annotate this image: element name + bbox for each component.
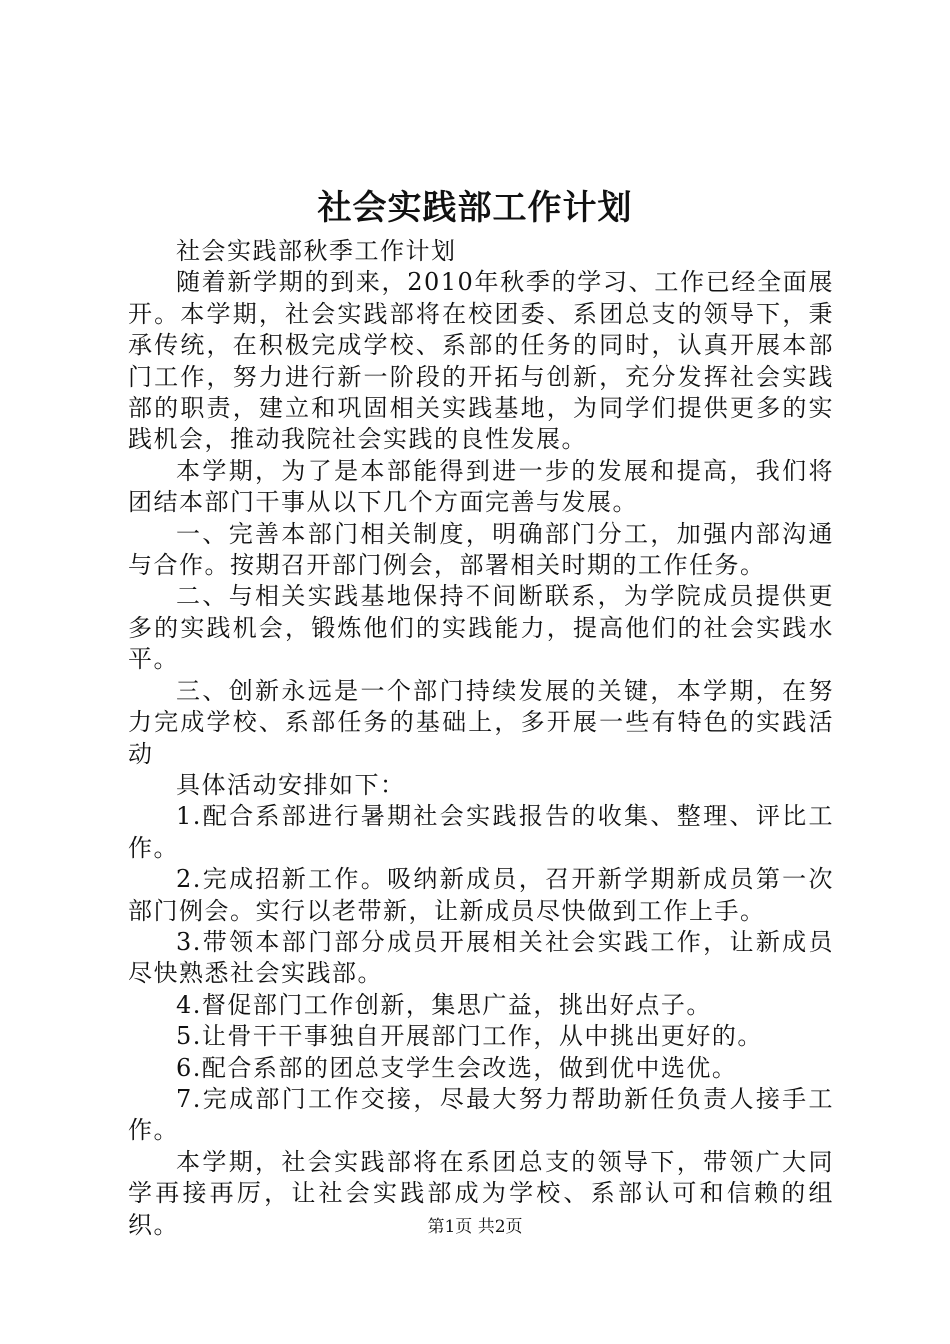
page-footer: 第1页 共2页	[427, 1217, 523, 1237]
list-item-7: 7.完成部门工作交接，尽最大努力帮助新任负责人接手工作。	[128, 1084, 834, 1145]
list-item-6: 6.配合系部的团总支学生会改选，做到优中选优。	[176, 1053, 738, 1082]
paragraph-subtitle: 社会实践部秋季工作计划	[176, 237, 457, 265]
document-title: 社会实践部工作计划	[317, 188, 633, 228]
paragraph-point-3: 三、创新永远是一个部门持续发展的关键，本学期，在努力完成学校、系部任务的基础上，多开展一些有特色的实践活动	[128, 676, 834, 768]
paragraph-schedule-heading: 具体活动安排如下：	[176, 770, 406, 799]
list-item-5: 5.让骨干干事独自开展部门工作，从中挑出更好的。	[176, 1022, 763, 1051]
paragraph-point-2: 二、与相关实践基地保持不间断联系，为学院成员提供更多的实践机会，锻炼他们的实践能力，提高他们的社会实践水平。	[128, 582, 834, 674]
paragraph-goal: 本学期，为了是本部能得到进一步的发展和提高，我们将团结本部门干事从以下几个方面完善与发展。	[128, 456, 834, 517]
document-body	[128, 236, 834, 1241]
paragraph-point-1: 一、完善本部门相关制度，明确部门分工，加强内部沟通与合作。按期召开部门例会，部署相关时期的工作任务。	[128, 519, 834, 580]
paragraph-conclusion: 本学期，社会实践部将在系团总支的领导下，带领广大同学再接再厉，让社会实践部成为学校、系部认可和信赖的组织。	[128, 1147, 834, 1239]
list-item-1: 1.配合系部进行暑期社会实践报告的收集、整理、评比工作。	[128, 802, 834, 862]
list-item-3: 3.带领本部门部分成员开展相关社会实践工作，让新成员尽快熟悉社会实践部。	[128, 927, 834, 988]
list-item-2: 2.完成招新工作。吸纳新成员，召开新学期新成员第一次部门例会。实行以老带新，让新成员尽快做到工作上手。	[128, 865, 834, 925]
list-item-4: 4.督促部门工作创新，集思广益，挑出好点子。	[176, 990, 712, 1019]
paragraph-intro: 随着新学期的到来，2010年秋季的学习、工作已经全面展开。本学期，社会实践部将在校团委、系团总支的领导下，秉承传统，在积极完成学校、系部的任务的同时，认真开展本部门工作，努力进行新一阶段的开拓与创新，充分发挥社会实践部的职责，建立和巩固相关实践基地，为同学们提供更多的实践机会，推动我院社会实践的良性发展。	[128, 268, 834, 454]
